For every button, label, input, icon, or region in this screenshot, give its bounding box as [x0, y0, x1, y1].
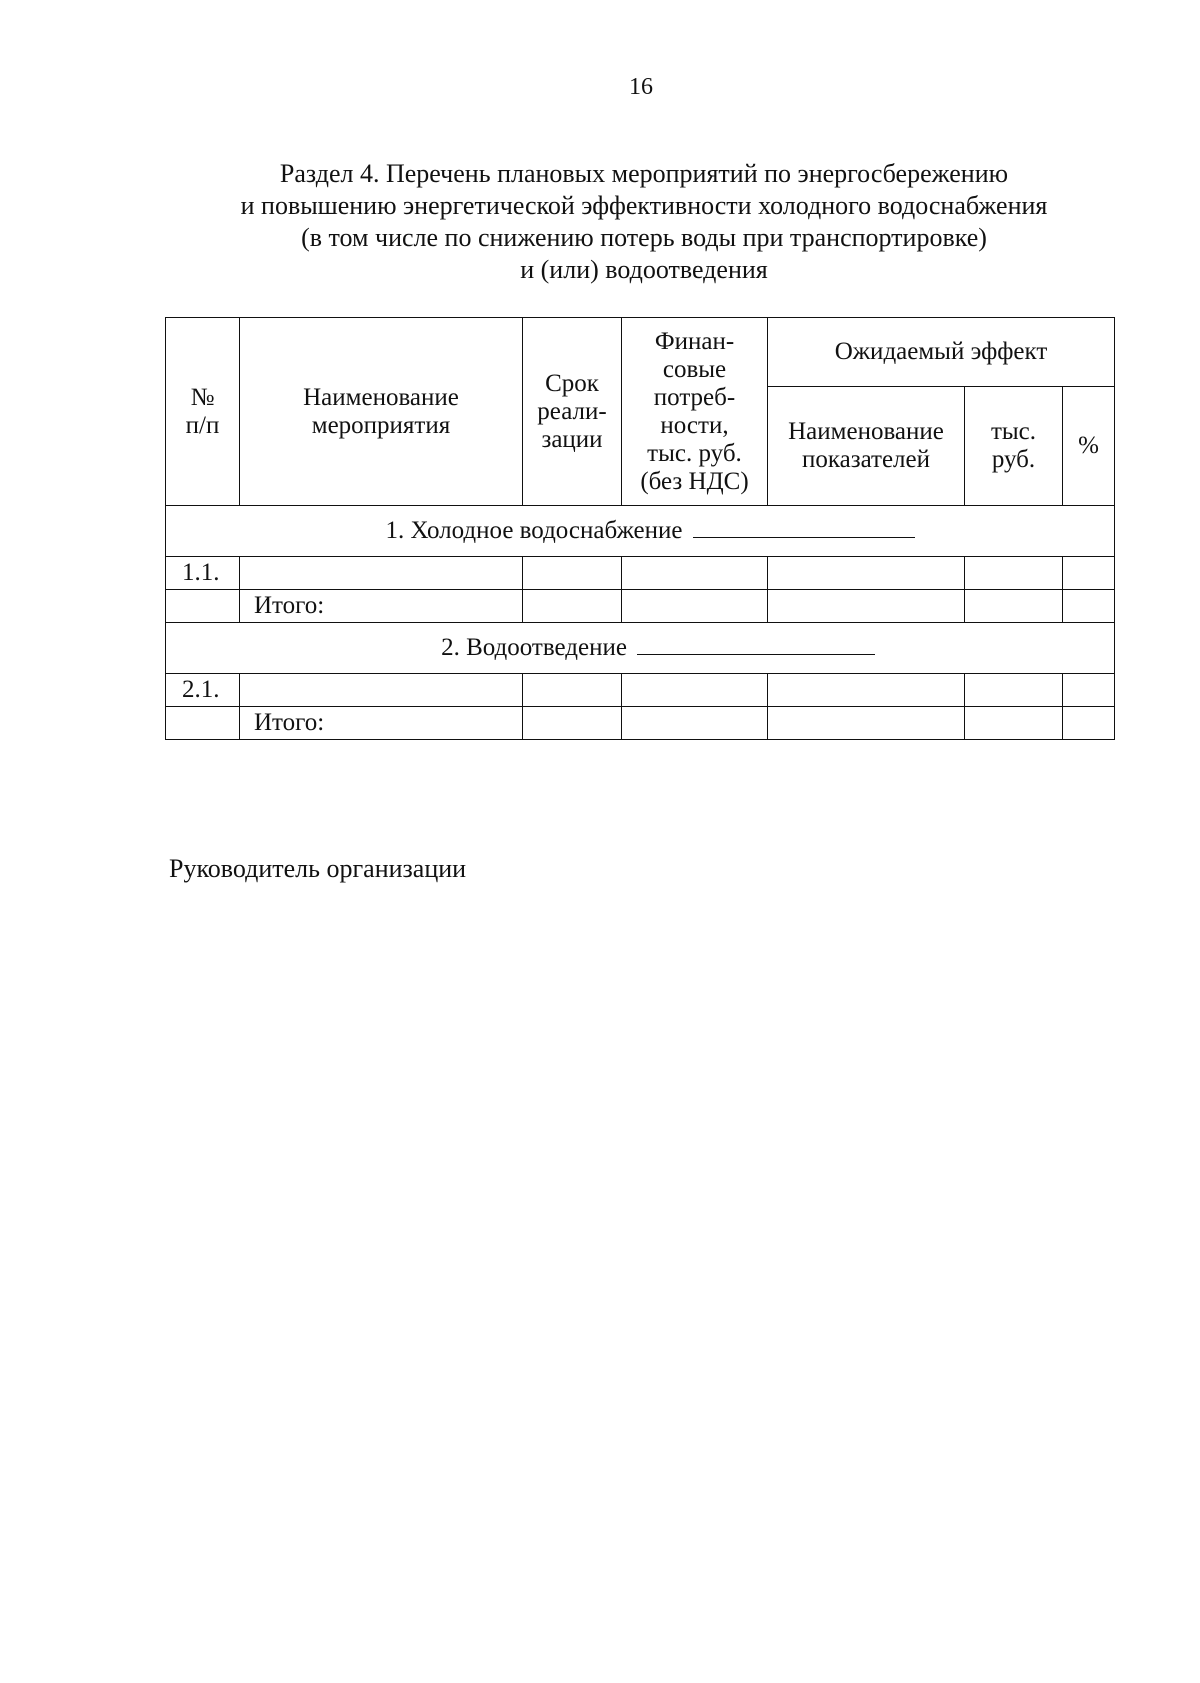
empty-cell	[523, 590, 622, 623]
empty-cell	[965, 707, 1063, 740]
header-text: зации	[541, 425, 603, 453]
header-text: показателей	[801, 446, 931, 473]
header-text: руб.	[991, 446, 1036, 473]
header-finance	[622, 318, 768, 506]
header-text: Наименование	[303, 383, 459, 411]
table-row-total	[166, 707, 1115, 740]
section-title-cell	[166, 623, 1115, 674]
section-row-cold-water	[166, 506, 1115, 557]
fill-in-line	[637, 634, 875, 655]
header-text: Срок	[545, 369, 599, 397]
title-line: (в том числе по снижению потерь воды при транспортировке)	[301, 223, 987, 252]
empty-cell	[1063, 590, 1115, 623]
header-text: тыс. руб.	[647, 439, 742, 467]
section-row-wastewater	[166, 623, 1115, 674]
empty-cell	[768, 557, 965, 590]
empty-cell	[622, 674, 768, 707]
empty-cell	[622, 557, 768, 590]
total-label: Итого:	[240, 707, 523, 740]
empty-cell	[166, 590, 240, 623]
measures-table	[165, 317, 1115, 740]
page-number: 16	[629, 74, 653, 100]
empty-cell	[240, 674, 523, 707]
header-text: мероприятия	[311, 411, 451, 439]
empty-cell	[768, 590, 965, 623]
header-text: ности,	[660, 411, 729, 439]
header-expected-effect: Ожидаемый эффект	[768, 318, 1115, 387]
empty-cell	[768, 674, 965, 707]
title-line: и повышению энергетической эффективности холодного водоснабжения	[240, 191, 1048, 220]
empty-cell	[622, 590, 768, 623]
section-title-text: 1. Холодное водоснабжение	[385, 517, 683, 544]
header-indicators	[768, 387, 965, 506]
empty-cell	[523, 707, 622, 740]
section-title-cell	[166, 506, 1115, 557]
empty-cell	[1063, 557, 1115, 590]
header-text: п/п	[185, 411, 220, 439]
title-line: Раздел 4. Перечень плановых мероприятий по энергосбережению	[279, 159, 1009, 188]
empty-cell	[965, 674, 1063, 707]
total-label: Итого:	[240, 590, 523, 623]
row-number: 2.1.	[166, 674, 240, 707]
header-number	[166, 318, 240, 506]
empty-cell	[523, 674, 622, 707]
header-text: №	[190, 383, 215, 411]
header-percent: %	[1063, 387, 1115, 506]
table-row	[166, 557, 1115, 590]
header-text: потреб-	[653, 383, 736, 411]
table-row-total	[166, 590, 1115, 623]
section-title-text: 2. Водоотведение	[441, 634, 627, 661]
empty-cell	[1063, 707, 1115, 740]
section-title	[180, 158, 1108, 286]
header-thousand-rub	[965, 387, 1063, 506]
empty-cell	[523, 557, 622, 590]
signature-label: Руководитель организации	[169, 854, 467, 883]
header-text: (без НДС)	[640, 467, 749, 495]
empty-cell	[965, 557, 1063, 590]
empty-cell	[1063, 674, 1115, 707]
header-text: совые	[662, 355, 727, 383]
header-row	[166, 318, 1115, 387]
empty-cell	[166, 707, 240, 740]
empty-cell	[965, 590, 1063, 623]
title-line: и (или) водоотведения	[520, 255, 768, 284]
header-text: Наименование	[788, 418, 944, 445]
row-number: 1.1.	[166, 557, 240, 590]
header-text: реали-	[537, 397, 607, 425]
header-measure-name	[240, 318, 523, 506]
header-term	[523, 318, 622, 506]
table-row	[166, 674, 1115, 707]
header-text: тыс.	[990, 418, 1037, 445]
header-text: Финан-	[654, 327, 735, 355]
empty-cell	[768, 707, 965, 740]
empty-cell	[240, 557, 523, 590]
empty-cell	[622, 707, 768, 740]
fill-in-line	[693, 517, 915, 538]
